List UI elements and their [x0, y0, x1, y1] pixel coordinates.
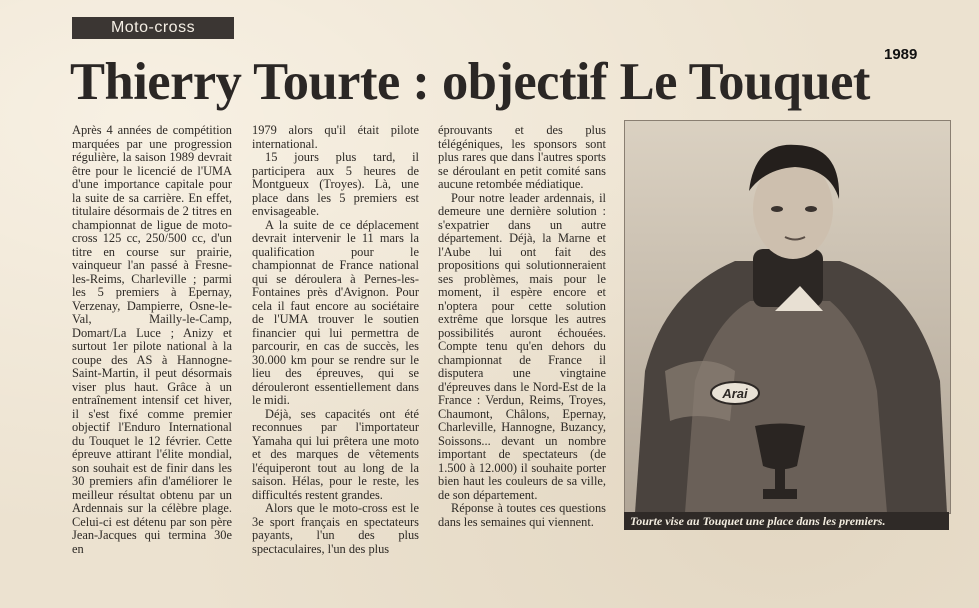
paragraph: Réponse à toutes ces questions dans les semaines qui viennent.: [438, 501, 606, 529]
paragraph: 1979 alors qu'il était pilote international.: [252, 123, 419, 151]
paragraph: Déjà, ses capacités ont été reconnues par l'importateur Yamaha qui lui prêtera une moto et des marques de vêtements l'équiperont tout au long de la saison. Hélas, pour le reste, les difficultés restent grandes.: [252, 406, 419, 502]
article-column-2: [252, 124, 419, 556]
article-column-1: [72, 124, 232, 556]
article-column-3: [438, 124, 606, 529]
headline: Thierry Tourte : objectif Le Touquet: [70, 53, 870, 111]
section-rubric: Moto-cross: [72, 17, 234, 39]
helmet-logo-text: Arai: [722, 386, 748, 401]
photo-caption: Tourte vise au Touquet une place dans les premiers.: [624, 512, 949, 530]
paragraph: Après 4 années de compétition marquées par une progression régulière, la saison 1989 devrait être pour le licencié de l'UMA d'une importance capitale pour la suite de sa carrière. En effet, titulaire désormais de 2 titres en championnat de ligue de moto-cross 125 cc, 250/500 cc, d'un titre en course sur prairie, vainqueur l'an passé à Fresne-les-Reims, Charleville ; parmi les 5 premiers à Epernay, Verzenay, Dampierre, Osne-le-Val, Mailly-le-Camp, Domart/La Luce ; Anizy et surtout 1er pilote national à la coupe des AS à Hannogne-Saint-Martin, il peut désormais viser plus haut. Grâce à un entraînement intensif cet hiver, il s'est fixé comme premier objectif l'Enduro International du Touquet le 12 février. Cette épreuve attirant l'élite mondial, son souhait est de finir dans les 30 premiers afin d'améliorer le meilleur résultat obtenu par un Ardennais sur la célèbre plage. Celui-ci est détenu par son père Jean-Jacques qui termina 30e en: [72, 123, 232, 556]
paragraph: A la suite de ce déplacement devrait intervenir le 11 mars la qualification pour le championnat de France national qui se déroulera à Pernes-les-Fontaines près d'Avignon. Pour cela il faut encore au sociétaire de l'UMA trouver le soutien financier qui lui permettra de parcourir, en cas de succès, les 30.000 km pour se rendre sur le lieu des épreuves, qui se dérouleront essentiellement dans le midi.: [252, 217, 419, 407]
year-label: 1989: [884, 46, 918, 63]
paragraph: 15 jours plus tard, il participera aux 5 heures de Montgueux (Troyes). Là, une place dans les 5 premiers est envisageable.: [252, 150, 419, 218]
paragraph: éprouvants et des plus télégéniques, les sponsors sont plus rares que dans l'autres sports se déroulant en petit comité sans aucune retombée médiatique.: [438, 123, 606, 191]
rider-portrait-illustration: [625, 121, 950, 513]
paragraph: Pour notre leader ardennais, il demeure une dernière solution : s'expatrier dans un autre département. Déjà, la Marne et l'Aube lui ont fait des propositions qui solutionneraient ses problèmes, mais pour le moment, il espère encore et n'optera pour cette solution extrême que lorsque les autres possibilités auront échouées. Compte tenu qu'en dehors du championnat de France il disputera une vingtaine d'épreuves dans le Nord-Est de la France : Verdun, Reims, Troyes, Chaumont, Châlons, Epernay, Charleville, Hannogne, Buzancy, Soissons... devant un nombre important de spectateurs (de 1.500 à 12.000) il souhaite porter bien haut les couleurs de sa ville, de son département.: [438, 190, 606, 502]
paragraph: Alors que le moto-cross est le 3e sport français en spectateurs payants, l'un des plus spectaculaires, l'un des plus: [252, 501, 419, 556]
rider-photo: [624, 120, 951, 514]
